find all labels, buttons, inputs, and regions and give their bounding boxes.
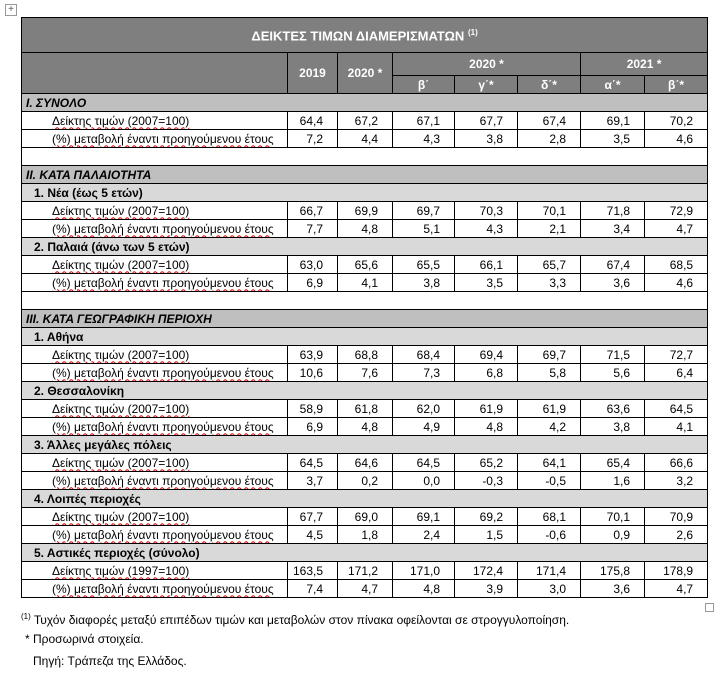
table-cell: 0,0	[393, 472, 455, 490]
table-cell: 4,5	[288, 526, 338, 544]
spacer-row	[22, 292, 708, 310]
table-cell: 3,5	[455, 274, 518, 292]
table-cell: 7,4	[288, 580, 338, 598]
table-cell: 2,6	[645, 526, 708, 544]
header-quarter: δ΄*	[518, 76, 581, 94]
table-cell: 6,8	[455, 364, 518, 382]
footnote-provisional: * Προσωρινά στοιχεία.	[25, 632, 144, 646]
table-cell: 67,7	[288, 508, 338, 526]
footnote-source: Πηγή: Τράπεζα της Ελλάδος.	[33, 654, 187, 668]
table-cell: 65,5	[393, 256, 455, 274]
footnote-rounding: $^{(1)}$ Τυχόν διαφορές μεταξύ επιπέδων τιμών και μεταβολών στον πίνακα οφείλονται σε στρογγυλοποίηση.	[21, 612, 570, 627]
table-cell: 3,8	[455, 130, 518, 148]
table-cell: 4,8	[338, 220, 393, 238]
table-cell: 65,2	[455, 454, 518, 472]
table-cell: 64,1	[518, 454, 581, 472]
table-cell: 67,2	[338, 112, 393, 130]
row-label-change: (%) μεταβολή έναντι προηγούμενου έτους	[22, 130, 288, 148]
table-cell: 61,8	[338, 400, 393, 418]
row-label-index: Δείκτης τιμών (2007=100)	[22, 346, 288, 364]
table-cell: 7,6	[338, 364, 393, 382]
table-cell: 1,8	[338, 526, 393, 544]
table-cell: 163,5	[288, 562, 338, 580]
table-cell: 64,6	[338, 454, 393, 472]
table-cell: 4,6	[645, 130, 708, 148]
spacer-row	[22, 148, 708, 166]
header-quarter: γ΄*	[455, 76, 518, 94]
table-cell: 6,4	[645, 364, 708, 382]
table-cell: 10,6	[288, 364, 338, 382]
table-cell: 63,6	[581, 400, 645, 418]
table-cell: 69,0	[338, 508, 393, 526]
table-cell: 70,1	[518, 202, 581, 220]
row-label-change: (%) μεταβολή έναντι προηγούμενου έτους	[22, 364, 288, 382]
table-title: ΔΕΙΚΤΕΣ ΤΙΜΩΝ ΔΙΑΜΕΡΙΣΜΑΤΩΝ $^{(1)}$	[22, 18, 708, 53]
table-cell: 68,5	[645, 256, 708, 274]
table-cell: 4,8	[338, 418, 393, 436]
row-label-index: Δείκτης τιμών (2007=100)	[22, 400, 288, 418]
table-cell: 66,6	[645, 454, 708, 472]
table-cell: 68,8	[338, 346, 393, 364]
table-cell: 70,9	[645, 508, 708, 526]
table-cell: 70,3	[455, 202, 518, 220]
table-cell: 175,8	[581, 562, 645, 580]
header-2019: 2019	[288, 53, 338, 94]
table-cell: 4,3	[455, 220, 518, 238]
table-cell: 3,6	[581, 274, 645, 292]
table-cell: 66,1	[455, 256, 518, 274]
table-cell: 5,6	[581, 364, 645, 382]
table-cell: 3,6	[581, 580, 645, 598]
table-cell: 70,1	[581, 508, 645, 526]
header-quarter: α΄*	[581, 76, 645, 94]
table-cell: 3,7	[288, 472, 338, 490]
table-cell: 4,9	[393, 418, 455, 436]
row-label-index: Δείκτης τιμών (2007=100)	[22, 508, 288, 526]
section-title: III. ΚΑΤΑ ΓΕΩΓΡΑΦΙΚΗ ΠΕΡΙΟΧΗ	[22, 310, 708, 328]
table-cell: 64,5	[645, 400, 708, 418]
table-cell: 65,4	[581, 454, 645, 472]
table-cell: 4,8	[393, 580, 455, 598]
table-cell: 61,9	[518, 400, 581, 418]
table-cell: 1,5	[455, 526, 518, 544]
table-cell: 3,9	[455, 580, 518, 598]
row-label-index: Δείκτης τιμών (1997=100)	[22, 562, 288, 580]
table-cell: 0,2	[338, 472, 393, 490]
table-cell: 70,2	[645, 112, 708, 130]
table-cell: 172,4	[455, 562, 518, 580]
table-cell: 61,9	[455, 400, 518, 418]
header-quarter: β΄*	[645, 76, 708, 94]
table-cell: 69,4	[455, 346, 518, 364]
table-cell: 2,1	[518, 220, 581, 238]
table-cell: 64,5	[393, 454, 455, 472]
row-label-index: Δείκτης τιμών (2007=100)	[22, 256, 288, 274]
table-cell: 7,2	[288, 130, 338, 148]
row-label-change: (%) μεταβολή έναντι προηγούμενου έτους	[22, 526, 288, 544]
table-cell: 69,2	[455, 508, 518, 526]
table-cell: 178,9	[645, 562, 708, 580]
row-label-change: (%) μεταβολή έναντι προηγούμενου έτους	[22, 580, 288, 598]
subsection-title: 1. Νέα (έως 5 ετών)	[22, 184, 708, 202]
subsection-title: 1. Αθήνα	[22, 328, 708, 346]
table-cell: 6,9	[288, 274, 338, 292]
table-cell: 69,1	[581, 112, 645, 130]
row-label-change: (%) μεταβολή έναντι προηγούμενου έτους	[22, 418, 288, 436]
table-cell: 4,3	[393, 130, 455, 148]
table-cell: 7,3	[393, 364, 455, 382]
table-cell: 63,0	[288, 256, 338, 274]
table-move-handle-icon[interactable]: +	[5, 4, 17, 16]
row-label-index: Δείκτης τιμών (2007=100)	[22, 454, 288, 472]
table-cell: 3,8	[581, 418, 645, 436]
table-cell: 4,8	[455, 418, 518, 436]
row-label-index: Δείκτης τιμών (2007=100)	[22, 202, 288, 220]
table-cell: 3,8	[393, 274, 455, 292]
table-cell: 4,7	[645, 220, 708, 238]
table-cell: 3,2	[645, 472, 708, 490]
table-cell: 171,4	[518, 562, 581, 580]
header-blank	[22, 53, 288, 94]
table-cell: 71,8	[581, 202, 645, 220]
table-cell: 64,4	[288, 112, 338, 130]
row-label-change: (%) μεταβολή έναντι προηγούμενου έτους	[22, 274, 288, 292]
table-cell: 62,0	[393, 400, 455, 418]
table-cell: -0,5	[518, 472, 581, 490]
subsection-title: 2. Θεσσαλονίκη	[22, 382, 708, 400]
table-cell: -0,6	[518, 526, 581, 544]
table-cell: 67,7	[455, 112, 518, 130]
table-cell: 4,1	[645, 418, 708, 436]
table-cell: 63,9	[288, 346, 338, 364]
table-cell: 72,7	[645, 346, 708, 364]
table-cell: 67,4	[581, 256, 645, 274]
table-cell: 3,0	[518, 580, 581, 598]
table-cell: 6,9	[288, 418, 338, 436]
header-quarter: β΄	[393, 76, 455, 94]
table-cell: 4,1	[338, 274, 393, 292]
table-cell: 5,8	[518, 364, 581, 382]
table-cell: 7,7	[288, 220, 338, 238]
row-label-index: Δείκτης τιμών (2007=100)	[22, 112, 288, 130]
table-cell: 3,5	[581, 130, 645, 148]
table-cell: 69,1	[393, 508, 455, 526]
table-cell: 64,5	[288, 454, 338, 472]
section-title: I. ΣΥΝΟΛΟ	[22, 94, 708, 112]
table-cell: 69,7	[393, 202, 455, 220]
footnotes	[21, 606, 711, 672]
table-cell: 0,9	[581, 526, 645, 544]
table-cell: 69,9	[338, 202, 393, 220]
table-cell: 4,6	[645, 274, 708, 292]
table-cell: 4,4	[338, 130, 393, 148]
table-cell: 2,8	[518, 130, 581, 148]
table-cell: 72,9	[645, 202, 708, 220]
header-group-2020: 2020 *	[393, 53, 581, 76]
table-cell: 4,2	[518, 418, 581, 436]
row-label-change: (%) μεταβολή έναντι προηγούμενου έτους	[22, 472, 288, 490]
subsection-title: 5. Αστικές περιοχές (σύνολο)	[22, 544, 708, 562]
table-cell: -0,3	[455, 472, 518, 490]
table-cell: 4,7	[645, 580, 708, 598]
table-cell: 5,1	[393, 220, 455, 238]
table-cell: 2,4	[393, 526, 455, 544]
row-label-change: (%) μεταβολή έναντι προηγούμενου έτους	[22, 220, 288, 238]
header-group-2021: 2021 *	[581, 53, 708, 76]
table-cell: 67,1	[393, 112, 455, 130]
table-cell: 68,4	[393, 346, 455, 364]
subsection-title: 3. Άλλες μεγάλες πόλεις	[22, 436, 708, 454]
table-cell: 3,4	[581, 220, 645, 238]
table-cell: 65,6	[338, 256, 393, 274]
table-cell: 65,7	[518, 256, 581, 274]
subsection-title: 4. Λοιπές περιοχές	[22, 490, 708, 508]
table-cell: 1,6	[581, 472, 645, 490]
table-cell: 58,9	[288, 400, 338, 418]
table-cell: 71,5	[581, 346, 645, 364]
header-2020: 2020 *	[338, 53, 393, 94]
price-index-table	[21, 17, 708, 598]
subsection-title: 2. Παλαιά (άνω των 5 ετών)	[22, 238, 708, 256]
table-cell: 69,7	[518, 346, 581, 364]
table-cell: 66,7	[288, 202, 338, 220]
section-title: II. ΚΑΤΑ ΠΑΛΑΙΟΤΗΤΑ	[22, 166, 708, 184]
table-cell: 171,0	[393, 562, 455, 580]
table-cell: 68,1	[518, 508, 581, 526]
table-cell: 3,3	[518, 274, 581, 292]
table-cell: 67,4	[518, 112, 581, 130]
table-cell: 4,7	[338, 580, 393, 598]
table-cell: 171,2	[338, 562, 393, 580]
